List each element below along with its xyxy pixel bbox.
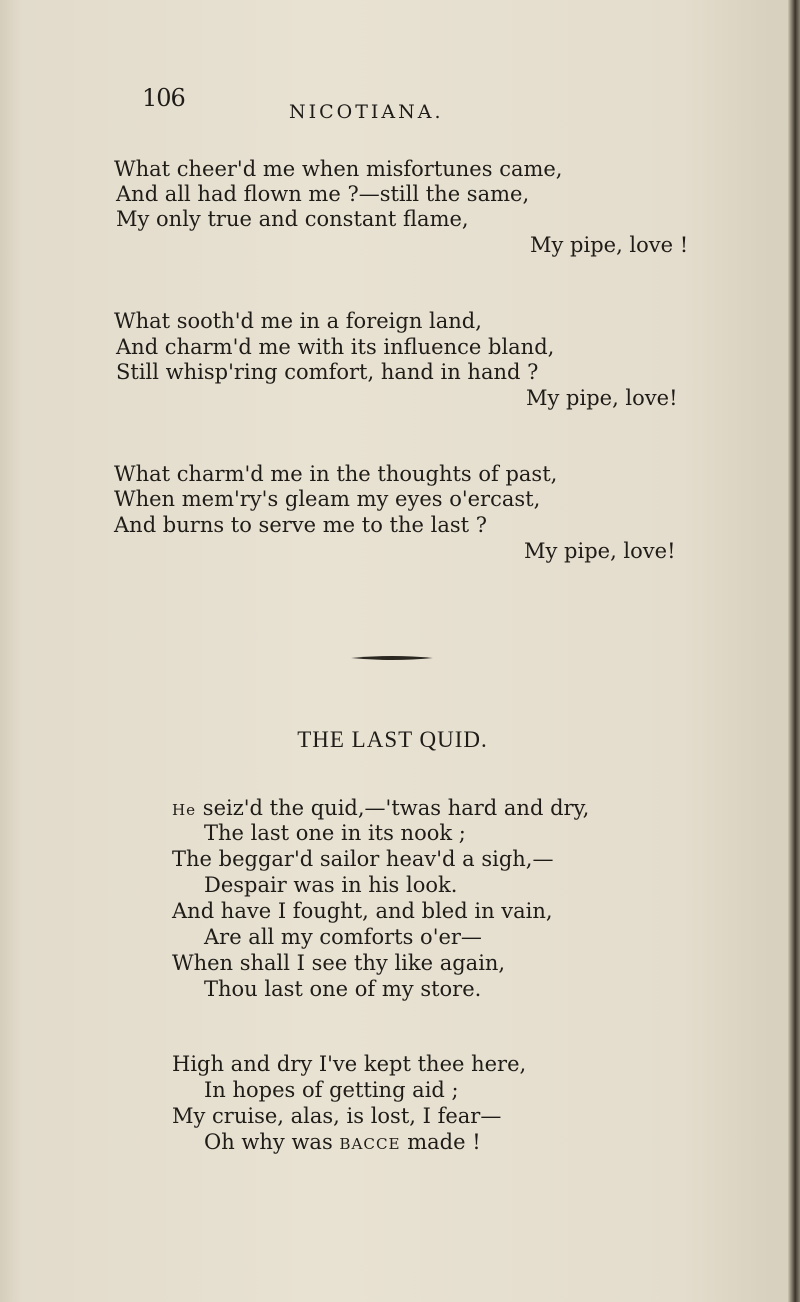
- poem-line: And burns to serve me to the last ?: [114, 513, 487, 537]
- poem-line: Oh why was BACCE made !: [204, 1130, 481, 1154]
- poem-line: My only true and constant flame,: [116, 207, 469, 231]
- poem-line: He seiz'd the quid,—'twas hard and dry,: [172, 796, 590, 820]
- poem-line: My cruise, alas, is lost, I fear—: [172, 1104, 502, 1128]
- poem-line: When mem'ry's gleam my eyes o'ercast,: [114, 487, 541, 511]
- poem-line: The last one in its nook ;: [204, 821, 466, 845]
- page-number: 106: [142, 84, 185, 112]
- poem-line: Still whisp'ring comfort, hand in hand ?: [116, 360, 539, 384]
- poem-refrain: My pipe, love !: [530, 233, 689, 257]
- poem-line: When shall I see thy like again,: [172, 951, 506, 975]
- poem-title: THE LAST QUID.: [297, 727, 488, 752]
- poem-line: High and dry I've kept thee here,: [172, 1052, 527, 1076]
- poem-line: And charm'd me with its influence bland,: [116, 335, 555, 359]
- running-head: NICOTIANA.: [289, 101, 444, 123]
- poem-line: In hopes of getting aid ;: [204, 1078, 459, 1102]
- small-caps-word: BACCE: [339, 1135, 401, 1153]
- poem-line: Despair was in his look.: [204, 873, 458, 897]
- poem-line: The beggar'd sailor heav'd a sigh,—: [172, 847, 554, 871]
- drop-word: He: [172, 801, 197, 819]
- poem-line: What cheer'd me when misfortunes came,: [114, 157, 563, 181]
- page-edge: [788, 0, 800, 1302]
- page-gutter-shadow: [0, 0, 22, 1302]
- poem-line: Thou last one of my store.: [204, 977, 482, 1001]
- ornament-rule: [351, 655, 433, 661]
- poem-line: What charm'd me in the thoughts of past,: [114, 462, 558, 486]
- poem-line: And all had flown me ?—still the same,: [116, 182, 530, 206]
- poem-line: And have I fought, and bled in vain,: [172, 899, 553, 923]
- poem-refrain: My pipe, love!: [526, 386, 678, 410]
- poem-line: Are all my comforts o'er—: [204, 925, 482, 949]
- poem-line: What sooth'd me in a foreign land,: [114, 309, 482, 333]
- poem-refrain: My pipe, love!: [524, 539, 676, 563]
